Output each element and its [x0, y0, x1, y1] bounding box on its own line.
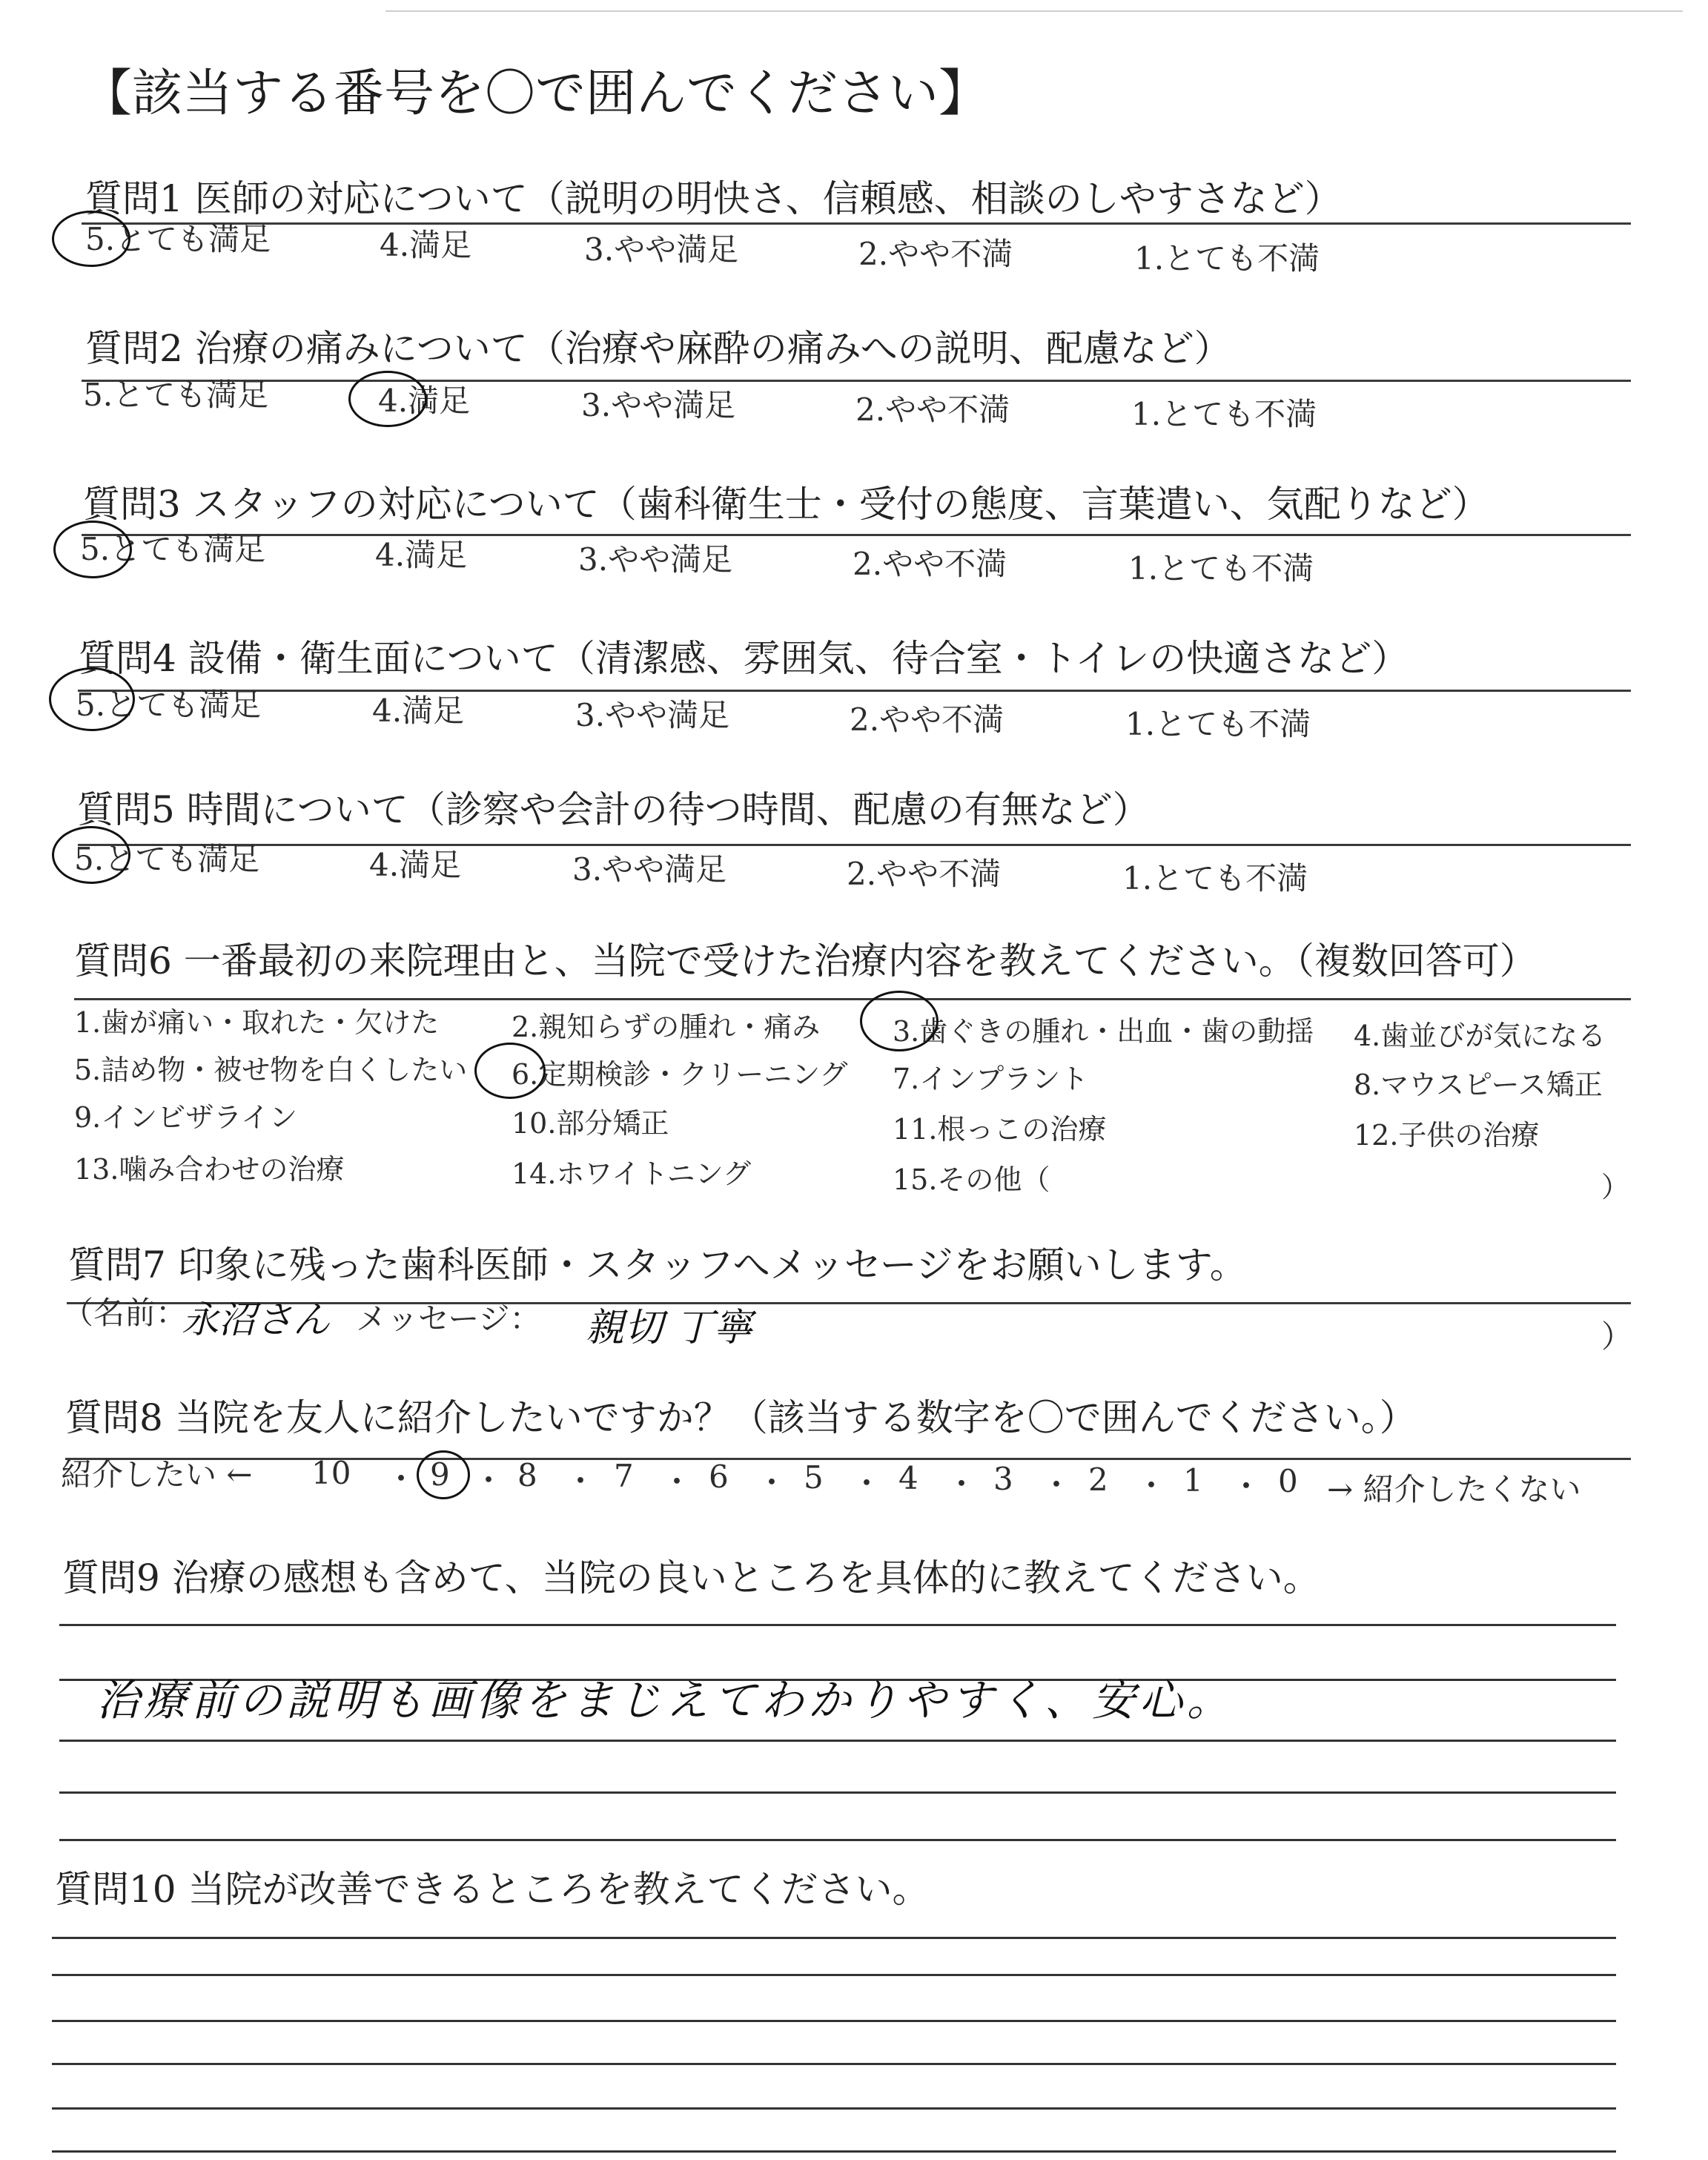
q3-selection-circle: [53, 521, 132, 578]
q1-option-3[interactable]: 3.やや満足: [584, 231, 739, 268]
question-5-rule: [78, 844, 1631, 846]
q8-separator: ・: [473, 1462, 505, 1499]
question-2-label: 質問2 治療の痛みについて（治療や麻酔の痛みへの説明、配慮など）: [85, 327, 1231, 370]
q2-option-5[interactable]: 5.とても満足: [83, 377, 269, 413]
q6-option-15[interactable]: 15.その他（: [893, 1163, 1050, 1196]
q10-answer-line-2: [52, 1974, 1616, 1976]
q4-option-3[interactable]: 3.やや満足: [575, 697, 730, 733]
q1-option-4[interactable]: 4.満足: [380, 227, 472, 263]
q10-answer-line-3: [52, 2020, 1616, 2022]
q3-option-3[interactable]: 3.やや満足: [578, 541, 733, 578]
q8-separator: ・: [756, 1464, 788, 1501]
q8-left-label: 紹介したい ←: [61, 1456, 253, 1493]
q4-option-4[interactable]: 4.満足: [372, 693, 465, 729]
q2-option-2[interactable]: 2.やや不満: [855, 392, 1010, 428]
q5-selection-circle: [52, 826, 130, 884]
question-10-label: 質問10 当院が改善できるところを教えてください。: [55, 1868, 930, 1911]
q8-right-label: → 紹介したくない: [1327, 1471, 1581, 1507]
q6-option-3[interactable]: 3.歯ぐきの腫れ・出血・歯の動揺: [893, 1015, 1314, 1048]
q6-option-7[interactable]: 7.インプラント: [893, 1063, 1089, 1095]
q7-name-prefix: （名前：: [62, 1295, 188, 1331]
q8-value-7[interactable]: 7: [614, 1458, 634, 1494]
q1-option-5[interactable]: 5.とても満足: [85, 221, 271, 257]
scan-top-edge: [385, 10, 1683, 12]
q10-answer-line-5: [52, 2107, 1616, 2110]
q8-separator: ・: [851, 1465, 883, 1502]
q9-answer-line-4: [59, 1791, 1616, 1794]
q8-value-6[interactable]: 6: [709, 1459, 729, 1495]
q6-option-8[interactable]: 8.マウスピース矯正: [1354, 1069, 1603, 1101]
q2-selection-circle: [348, 371, 427, 427]
q10-answer-line-1: [52, 1937, 1616, 1939]
q6-selection-circle-3: [860, 991, 939, 1051]
q6-selection-circle-6: [474, 1043, 546, 1099]
q1-option-2[interactable]: 2.やや不満: [858, 236, 1013, 272]
q1-selection-circle: [52, 211, 130, 267]
question-1-rule: [82, 222, 1631, 225]
q8-separator: ・: [661, 1464, 693, 1500]
q6-option-1[interactable]: 1.歯が痛い・取れた・欠けた: [74, 1006, 440, 1039]
q6-option-2[interactable]: 2.親知らずの腫れ・痛み: [512, 1011, 821, 1043]
q6-option-9[interactable]: 9.インビザライン: [74, 1101, 298, 1134]
q4-selection-circle: [49, 667, 135, 731]
q6-other-close-paren: ）: [1601, 1171, 1630, 1203]
q5-option-4[interactable]: 4.満足: [369, 847, 462, 883]
q2-option-3[interactable]: 3.やや満足: [581, 387, 736, 423]
question-3-rule: [82, 534, 1631, 536]
question-7-label: 質問7 印象に残った歯科医師・スタッフへメッセージをお願いします。: [68, 1244, 1247, 1287]
q8-value-1[interactable]: 1: [1183, 1462, 1203, 1499]
q8-value-10[interactable]: 10: [311, 1455, 351, 1491]
question-9-label: 質問9 治療の感想も含めて、当院の良いところを具体的に教えてください。: [62, 1556, 1320, 1599]
q7-close-paren: ）: [1601, 1318, 1633, 1355]
q3-option-4[interactable]: 4.満足: [375, 537, 468, 573]
question-8-label: 質問8 当院を友人に紹介したいですか？（該当する数字を〇で囲んでください。）: [65, 1396, 1417, 1439]
q4-option-2[interactable]: 2.やや不満: [850, 701, 1004, 738]
q8-value-8[interactable]: 8: [517, 1457, 537, 1493]
question-5-label: 質問5 時間について（診察や会計の待つ時間、配慮の有無など）: [77, 788, 1150, 831]
q2-option-4[interactable]: 4.満足: [378, 383, 471, 419]
q10-answer-line-4: [52, 2063, 1616, 2065]
q7-name-handwritten[interactable]: 永沼さん: [182, 1298, 330, 1341]
q8-value-5[interactable]: 5: [804, 1459, 824, 1496]
q9-answer-handwritten[interactable]: 治療前の説明も画像をまじえてわかりやすく、安心。: [96, 1675, 1234, 1725]
q5-option-1[interactable]: 1.とても不満: [1122, 860, 1308, 896]
q8-value-3[interactable]: 3: [993, 1461, 1013, 1497]
q6-option-11[interactable]: 11.根っこの治療: [893, 1113, 1107, 1146]
q5-option-5[interactable]: 5.とても満足: [74, 841, 260, 877]
q5-option-3[interactable]: 3.やや満足: [572, 851, 727, 888]
q6-option-5[interactable]: 5.詰め物・被せ物を白くしたい: [74, 1054, 468, 1086]
q1-option-1[interactable]: 1.とても不満: [1134, 240, 1320, 277]
q9-answer-line-1: [59, 1624, 1616, 1626]
q6-option-14[interactable]: 14.ホワイトニング: [512, 1157, 752, 1190]
q9-answer-line-3: [59, 1740, 1616, 1742]
q2-option-1[interactable]: 1.とても不満: [1131, 396, 1317, 432]
question-6-label: 質問6 一番最初の来院理由と、当院で受けた治療内容を教えてください。（複数回答可）: [74, 939, 1537, 982]
q6-option-13[interactable]: 13.噛み合わせの治療: [74, 1153, 345, 1186]
q8-separator: ・: [946, 1466, 978, 1502]
q8-separator: ・: [1136, 1467, 1168, 1504]
q7-message-prefix: メッセージ：: [356, 1301, 541, 1337]
q6-option-6[interactable]: 6.定期検診・クリーニング: [512, 1058, 848, 1091]
q6-option-10[interactable]: 10.部分矯正: [512, 1107, 669, 1140]
q8-separator: ・: [565, 1463, 597, 1499]
q3-option-5[interactable]: 5.とても満足: [80, 531, 266, 567]
page-title: 【該当する番号を〇で囲んでください】: [82, 65, 990, 123]
question-4-rule: [78, 690, 1631, 692]
question-4-label: 質問4 設備・衛生面について（清潔感、雰囲気、待合室・トイレの快適さなど）: [79, 637, 1409, 680]
q10-answer-line-6: [52, 2150, 1616, 2153]
q8-separator: ・: [385, 1461, 417, 1497]
q8-value-4[interactable]: 4: [898, 1460, 918, 1496]
q9-answer-line-5: [59, 1839, 1616, 1841]
q7-message-handwritten[interactable]: 親切 丁寧: [586, 1306, 752, 1350]
q8-separator: ・: [1041, 1467, 1073, 1503]
question-2-rule: [82, 380, 1631, 382]
q6-option-4[interactable]: 4.歯並びが気になる: [1354, 1020, 1606, 1052]
q5-option-2[interactable]: 2.やや不満: [847, 856, 1002, 892]
q8-value-0[interactable]: 0: [1278, 1463, 1298, 1499]
q3-option-1[interactable]: 1.とても不満: [1128, 550, 1314, 587]
q8-selection-circle: [417, 1450, 470, 1499]
question-1-label: 質問1 医師の対応について（説明の明快さ、信頼感、相談のしやすさなど）: [85, 177, 1342, 220]
q6-option-12[interactable]: 12.子供の治療: [1354, 1119, 1540, 1152]
q4-option-1[interactable]: 1.とても不満: [1125, 706, 1311, 742]
q8-value-9[interactable]: 9: [430, 1456, 450, 1493]
q4-option-5[interactable]: 5.とても満足: [76, 687, 262, 723]
q8-separator: ・: [1231, 1468, 1262, 1505]
q3-option-2[interactable]: 2.やや不満: [853, 546, 1007, 582]
question-3-label: 質問3 スタッフの対応について（歯科衛生士・受付の態度、言葉遣い、気配りなど）: [83, 483, 1489, 526]
q8-value-2[interactable]: 2: [1088, 1462, 1108, 1498]
